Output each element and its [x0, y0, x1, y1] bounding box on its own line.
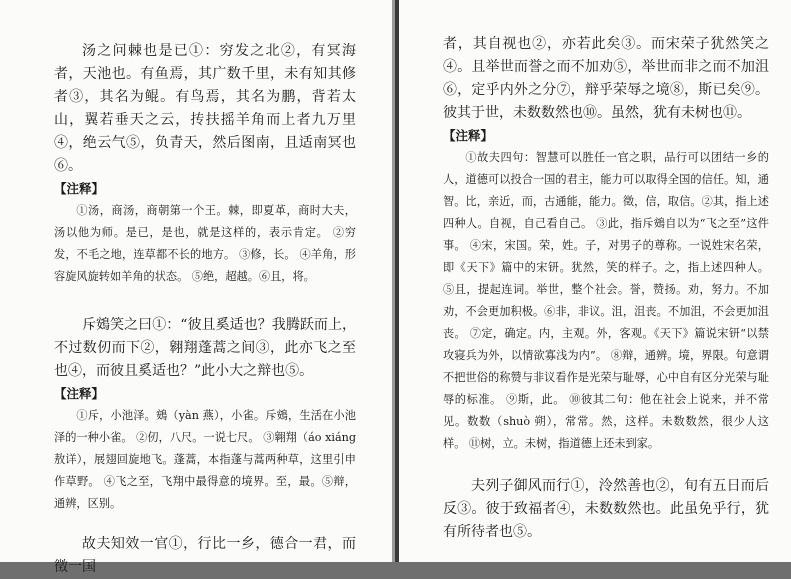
annotation-heading: 【注释】: [443, 128, 494, 143]
annotation-heading: 【注释】: [54, 386, 105, 401]
annotation-heading: 【注释】: [54, 181, 105, 196]
main-text-paragraph: 夫列子御风而行①，泠然善也②，旬有五日而后反③。彼于致福者④，未数数然也。此虽免乎行，犹有所待者也⑤。: [443, 478, 769, 540]
main-text-paragraph: 者，其自视也②，亦若此矣③。而宋荣子犹然笑之④。且举世而誉之而不加劝⑤，举世而非之而不加沮⑥，定乎内外之分⑦，辩乎荣辱之境⑧，斯已矣⑨。彼其于世，未数数然也⑩。虽然，犹有未树也⑪。: [443, 36, 769, 121]
main-text-paragraph: 故夫知效一官①，行比一乡，德合一君，而徵一国: [54, 536, 356, 575]
right-page: [399, 0, 791, 562]
annotation-text: ①故夫四句：智慧可以胜任一官之职，品行可以团结一乡的人，道德可以投合一国的君主，能力可以取得全国的信任。知，通智。比，亲近，而，古通能，能力。徵，信，取信。②其，指上述四种人。自视，自己看自己。 ③此，指斥鴳自以为“飞之至”这件事。 ④宋，宋国。荣，姓。子，对男子的尊称。一说姓宋名荣，即《天下》篇中的宋钘。犹然，笑的样子。之，指上述四种人。 ⑤且，提起连词。举世，整个社会。誉，赞扬。劝，努力。不加劝，不会更加积极。⑥非，非议。沮，沮丧。不加沮，不会更加沮丧。 ⑦定，确定。内，主观。外，客观。《天下》篇说宋钘“以禁攻寝兵为外，以情欲寡浅为内”。 ⑧辩，通辨。境，界限。句意谓不把世俗的称赞与非议看作是光荣与耻辱，心中自有区分光荣与耻辱的标准。 ⑨斯，此。 ⑩彼其二句：他在社会上说来，并不常见。数数（shuò 朔），常常。然，这样。未数数然，很少人这样。 ⑪树，立。未树，指道德上还未到家。: [443, 151, 769, 450]
main-text-paragraph: 汤之问棘也是已①：穷发之北②，有冥海者，天池也。有鱼焉，其广数千里，未有知其修者③，其名为鲲。有鸟焉，其名为鹏，背若太山，翼若垂天之云，抟扶摇羊角而上者九万里④，绝云气⑤，负青天，然后图南，且适南冥也⑥。: [54, 43, 356, 174]
main-text-paragraph: 斥鴳笑之曰①：“彼且奚适也？我腾跃而上，不过数仞而下②，翱翔蓬蒿之间③，此亦飞之至也④，而彼且奚适也？”此小大之辩也⑤。: [54, 317, 356, 379]
annotation-text: ①斥，小池泽。鴳（yàn 燕），小雀。斥鴳，生活在小池泽的一种小雀。 ②仞，八尺。一说七尺。 ③翱翔（áo xiáng 敖详），展翅回旋地飞。蓬蒿，本指蓬与蒿两种草，这里引申作草野。 ④飞之至，飞翔中最得意的境界。至，最。⑤辩，通辨，区别。: [54, 409, 356, 510]
left-page: [0, 0, 392, 575]
annotation-text: ①汤，商汤，商朝第一个王。棘，即夏革，商时大夫，汤以他为师。是已，是也，就是这样的，表示肯定。 ②穷发，不毛之地，连草都不长的地方。 ③修，长。 ④羊角，形容旋风旋转如羊角的状态。 ⑤绝，超越。⑥且，将。: [54, 204, 356, 283]
